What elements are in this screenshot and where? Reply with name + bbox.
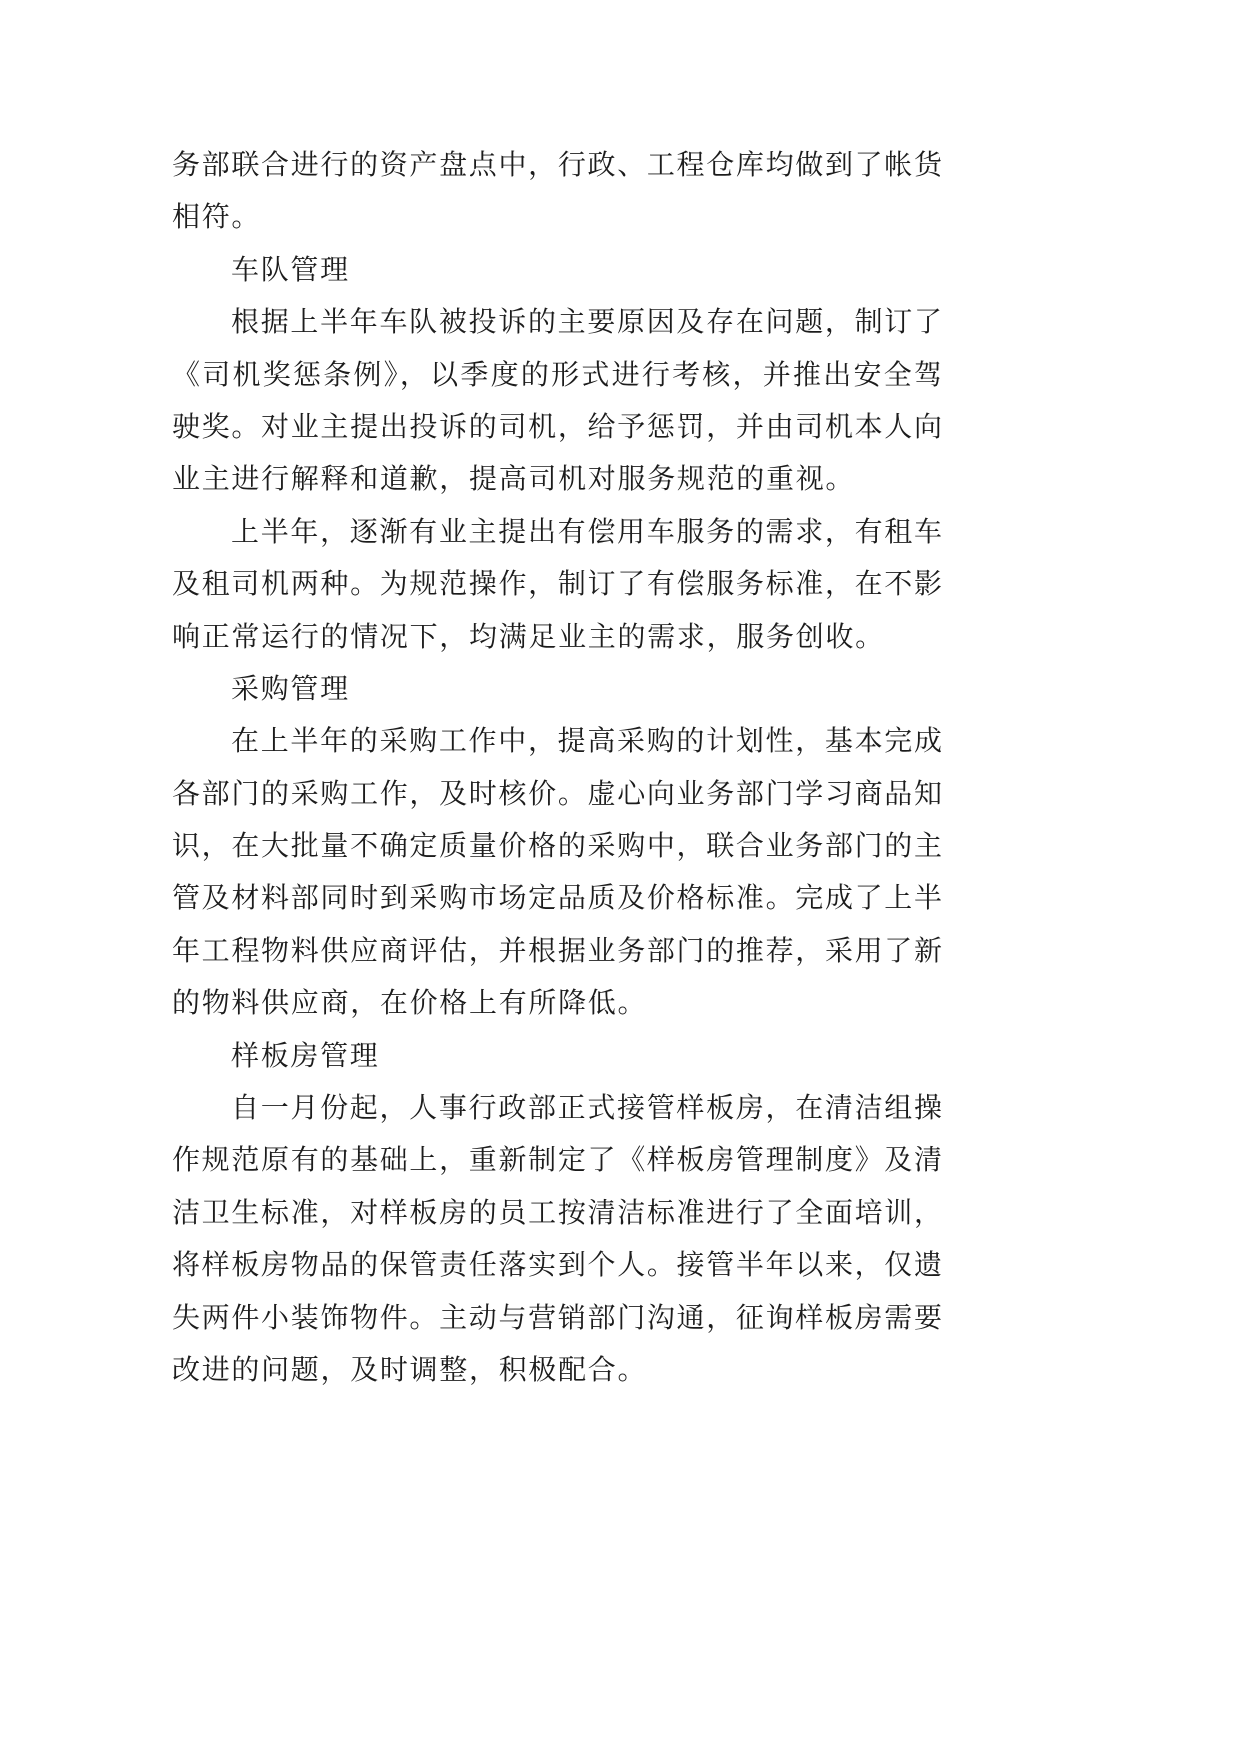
- text-line: 根据上半年车队被投诉的主要原因及存在问题，制订了: [231, 305, 942, 339]
- text-line: 年工程物料供应商评估，并根据业务部门的推荐，采用了新: [172, 933, 942, 967]
- text-line: 务部联合进行的资产盘点中，行政、工程仓库均做到了帐货: [172, 148, 942, 181]
- text-line: 改进的问题，及时调整，积极配合。: [172, 1352, 648, 1386]
- text-line: 业主进行解释和道歉，提高司机对服务规范的重视。: [172, 462, 856, 496]
- text-line: 作规范原有的基础上，重新制定了《样板房管理制度》及清: [172, 1143, 942, 1177]
- fleet-paragraph-1: [172, 296, 942, 506]
- procurement-paragraph-1: [172, 715, 942, 1029]
- text-line: 将样板房物品的保管责任落实到个人。接管半年以来，仅遗: [172, 1248, 942, 1282]
- text-line: 及租司机两种。为规范操作，制订了有偿服务标准，在不影: [172, 567, 942, 601]
- text-line: 相符。: [172, 200, 262, 234]
- text-line: 识，在大批量不确定质量价格的采购中，联合业务部门的主: [172, 829, 942, 863]
- text-line: 管及材料部同时到采购市场定品质及价格标准。完成了上半: [172, 881, 942, 915]
- text-line: 洁卫生标准，对样板房的员工按清洁标准进行了全面培训，: [172, 1195, 942, 1229]
- fleet-paragraph-2: [172, 506, 942, 663]
- document-body: [172, 139, 942, 1396]
- continuation-paragraph: [172, 139, 942, 244]
- section-heading-fleet: 车队管理: [231, 252, 350, 286]
- showroom-paragraph-1: [172, 1082, 942, 1396]
- text-line: 各部门的采购工作，及时核价。虚心向业务部门学习商品知: [172, 776, 942, 810]
- text-line: 上半年，逐渐有业主提出有偿用车服务的需求，有租车: [231, 514, 942, 548]
- text-line: 《司机奖惩条例》，以季度的形式进行考核，并推出安全驾: [172, 357, 942, 391]
- text-line: 失两件小装饰物件。主动与营销部门沟通，征询样板房需要: [172, 1300, 942, 1334]
- text-line: 响正常运行的情况下，均满足业主的需求，服务创收。: [172, 619, 885, 653]
- text-line: 在上半年的采购工作中，提高采购的计划性，基本完成: [231, 724, 942, 758]
- section-heading-showroom: 样板房管理: [231, 1038, 380, 1072]
- section-heading-procurement: 采购管理: [231, 671, 350, 705]
- text-line: 的物料供应商，在价格上有所降低。: [172, 986, 648, 1020]
- text-line: 驶奖。对业主提出投诉的司机，给予惩罚，并由司机本人向: [172, 409, 942, 443]
- text-line: 自一月份起，人事行政部正式接管样板房，在清洁组操: [231, 1091, 942, 1125]
